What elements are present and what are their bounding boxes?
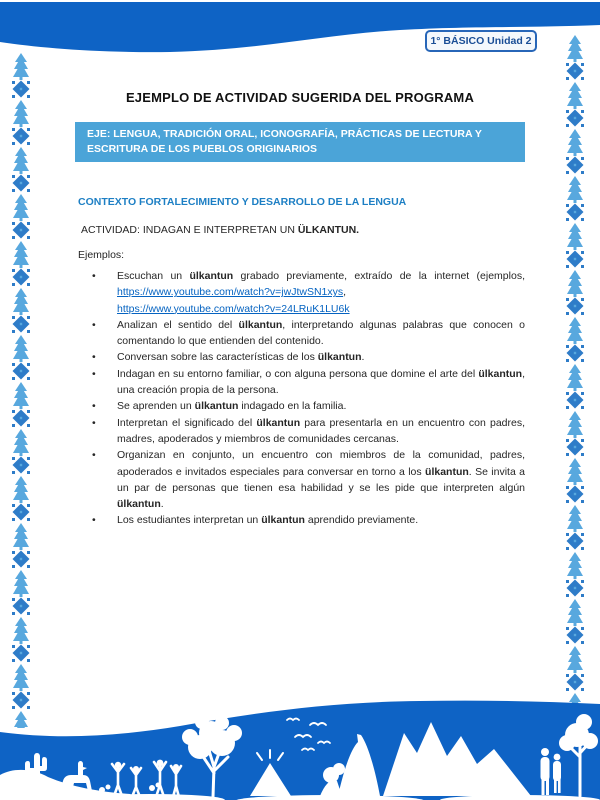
example-bullet-item [77,268,525,317]
context-heading: CONTEXTO FORTALECIMIENTO Y DESARROLLO DE LA LENGUA [78,196,407,208]
text-segment: Se aprenden un [117,400,195,413]
left-totem-border-icon [11,52,31,728]
activity-line [81,224,359,236]
unit-badge-label: 1° BÁSICO Unidad 2 [430,35,532,47]
text-segment: Indagan en su entorno familiar, o con alguna persona que domine el arte del [117,367,479,380]
example-bullet-item [77,447,525,512]
example-bullet-item [77,317,525,350]
text-segment: . Se invita a un par de personas que tienen esa habilidad y se les pide que interpreten algún [117,465,525,494]
text-segment: ülkantun [478,367,523,380]
text-segment: ülkantun [425,465,469,478]
text-segment: ülkantun [261,514,305,527]
text-segment: grabado previamente, extraído de la internet (ejemplos, [233,270,525,282]
text-segment: ülkantun [117,498,161,511]
eje-banner-text: EJE: LENGUA, TRADICIÓN ORAL, ICONOGRAFÍA, PRÁCTICAS DE LECTURA Y ESCRITURA DE LOS PUEBLOS ORIGINARIOS [87,128,482,155]
page-title: EJEMPLO DE ACTIVIDAD SUGERIDA DEL PROGRAMA [125,90,475,105]
text-segment: ülkantun [256,416,301,429]
text-segment: Analizan el sentido del [117,318,239,331]
examples-label: Ejemplos: [78,249,125,261]
youtube-link[interactable]: https://www.youtube.com/watch?v=jwJtwSN1xys [117,286,344,299]
text-segment: Escuchan un [117,270,190,282]
example-bullet-item [77,366,525,399]
text-segment: ÜLKANTUN. [297,224,360,236]
text-segment: ülkantun [238,318,283,331]
text-segment: ülkantun [194,400,239,413]
text-segment: Interpretan el significado del [117,416,257,429]
text-segment: . [361,351,365,364]
youtube-link[interactable]: https://www.youtube.com/watch?v=24LRuK1LU6k [117,302,350,315]
right-totem-border-icon [565,34,585,728]
text-segment: , [343,286,347,299]
text-segment: indagado en la familia. [238,400,347,413]
text-segment: ülkantun [189,270,234,282]
unit-badge [425,30,537,52]
text-segment: Organizan en conjunto, un encuentro con miembros de la comunidad, padres, apoderados e invitados especiales para conversar en torno a los [117,449,525,478]
text-segment: ülkantun [317,351,362,364]
text-segment: aprendido previamente. [304,514,419,527]
text-segment: , interpretando algunas palabras que conocen o comentando lo que entienden del contenido. [117,318,525,348]
footer-landscape-illustration [0,695,600,800]
text-segment: Conversan sobre las características de los [117,351,318,364]
text-segment: ACTIVIDAD: INDAGAN E INTERPRETAN UN [81,224,298,236]
examples-list [77,268,525,529]
eje-banner [75,122,525,162]
example-bullet-item [77,415,525,448]
text-segment: Los estudiantes interpretan un [117,514,262,527]
example-bullet-item [77,512,525,528]
example-bullet-item [77,349,525,365]
example-bullet-item [77,398,525,414]
text-segment: , una creación propia de la persona. [117,367,525,397]
text-segment: para presentarla en un encuentro con padres, madres, apoderados y miembros de comunidades cercanas. [117,416,526,445]
text-segment: . [160,498,164,511]
